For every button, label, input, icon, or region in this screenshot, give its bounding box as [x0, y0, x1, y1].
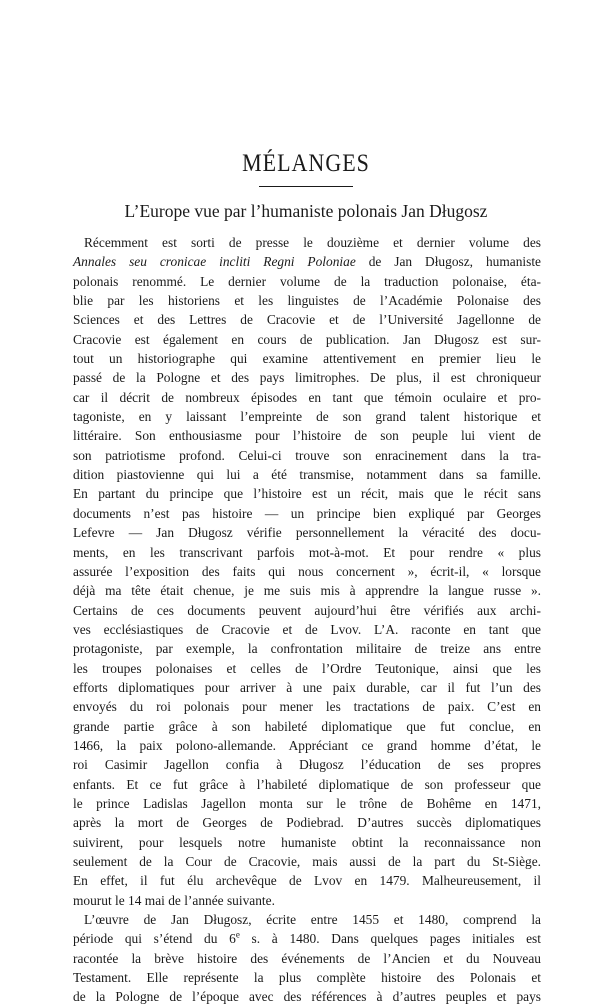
body-line: tout un historiographe qui examine attentivement en premier lieu le — [73, 351, 541, 367]
body-line: Testament. Elle représente la plus complète histoire des Polonais et — [73, 970, 541, 986]
body-line: blie par les historiens et les linguistes de l’Académie Polonaise des — [73, 293, 541, 309]
body-line: ments, en les transcrivant parfois mot-à-mot. Et pour rendre « plus — [73, 544, 541, 560]
body-line: mourut le 14 mai de l’année suivante. — [73, 892, 275, 908]
body-line: documents n’est pas histoire — un principe bien expliqué par Georges — [73, 505, 541, 521]
superscript-e: e — [235, 929, 240, 940]
body-line: Récemment est sorti de presse le douzième et dernier volume des — [84, 235, 541, 250]
body-line: 1466, la paix polono-allemande. Appréciant ce grand homme d’état, le — [73, 737, 541, 753]
body-line: enfants. Et ce fut grâce à l’habileté diplomatique de son professeur que — [73, 776, 541, 792]
body-line: efforts diplomatiques pour arriver à une paix durable, car il fut l’un des — [73, 679, 541, 695]
heading-rule — [259, 186, 353, 187]
body-line: grande partie grâce à son habileté diplomatique que fut conclue, en — [73, 718, 541, 734]
body-line: après la mort de Georges de Podiebrad. D’autres succès diplomatiques — [73, 815, 541, 831]
body-line: En partant du principe que l’histoire est un récit, mais que le récit sans — [73, 486, 541, 502]
body-line: racontée la brève histoire des événements de l’Ancien et du Nouveau — [73, 950, 541, 966]
body-line: protagoniste, par exemple, la confrontation militaire de treize ans entre — [73, 641, 541, 657]
body-line: tagoniste, en y laissant l’empreinte de son grand talent historique et — [73, 409, 541, 425]
body-line: roi Casimir Jagellon confia à Długosz l’éducation de ses propres — [73, 757, 541, 773]
body-line: polonais renommé. Le dernier volume de la traduction polonaise, éta- — [73, 273, 541, 289]
section-heading: MÉLANGES — [242, 148, 370, 177]
body-line: En effet, il fut élu archevêque de Lvov en 1479. Malheureusement, il — [73, 873, 541, 889]
body-line: littéraire. Son enthousiasme pour l’histoire de son peuple lui vient de — [73, 428, 541, 444]
body-line: période qui s’étend du 6e s. à 1480. Dans quelques pages initiales est — [73, 929, 541, 947]
work-title-italic: Annales seu cronicae incliti Regni Poloniae — [73, 254, 356, 270]
body-line: passé de la Pologne et des pays limitrophes. De plus, il est chroniqueur — [73, 370, 541, 386]
body-line: Certains de ces documents peuvent aujourd’hui être vérifiés aux archi- — [73, 602, 541, 618]
body-line: Lefevre — Jan Długosz vérifie personnellement la véracité des docu- — [73, 525, 541, 541]
body-line: son patriotisme profond. Celui-ci trouve son enracinement dans la tra- — [73, 447, 541, 463]
body-line: car il décrit de nombreux épisodes en tant que témoin oculaire et pro- — [73, 389, 541, 405]
body-line: déjà ma tête était chenue, je me suis mis à apprendre la langue russe ». — [73, 583, 541, 599]
body-line: Sciences et des Lettres de Cracovie et de l’Université Jagellonne de — [73, 312, 541, 328]
body-line: de la Pologne de l’époque avec des références à d’autres peuples et pays — [73, 989, 541, 1005]
article-title: L’Europe vue par l’humaniste polonais Jan Długosz — [124, 201, 488, 221]
body-line: seulement de la Cour de Cracovie, mais aussi de la part du St-Siège. — [73, 854, 541, 869]
body-line: envoyés du roi polonais pour mener les tractations de paix. C’est en — [73, 699, 541, 715]
body-line: Cracovie est également en cours de publication. Jan Długosz est sur- — [73, 331, 541, 347]
body-line: suivirent, pour lesquels notre humaniste obtint la reconnaissance non — [73, 834, 541, 850]
body-line: Annales seu cronicae incliti Regni Poloniae de Jan Długosz, humaniste — [73, 254, 541, 270]
body-line: ves ecclésiastiques de Cracovie et de Lvov. L’A. raconte en tant que — [73, 621, 541, 637]
article-body — [73, 233, 541, 1007]
body-line: assurée l’exposition des faits qui nous concernent », écrit-il, « lorsque — [73, 563, 541, 579]
body-line: le prince Ladislas Jagellon monta sur le trône de Bohême en 1471, — [73, 795, 541, 811]
body-line: L’œuvre de Jan Długosz, écrite entre 1455 et 1480, comprend la — [84, 912, 541, 928]
body-line: dition piastovienne qui lui a été transmise, notamment dans sa famille. — [73, 467, 541, 483]
body-line: les troupes polonaises et celles de l’Ordre Teutonique, ainsi que les — [73, 660, 541, 676]
